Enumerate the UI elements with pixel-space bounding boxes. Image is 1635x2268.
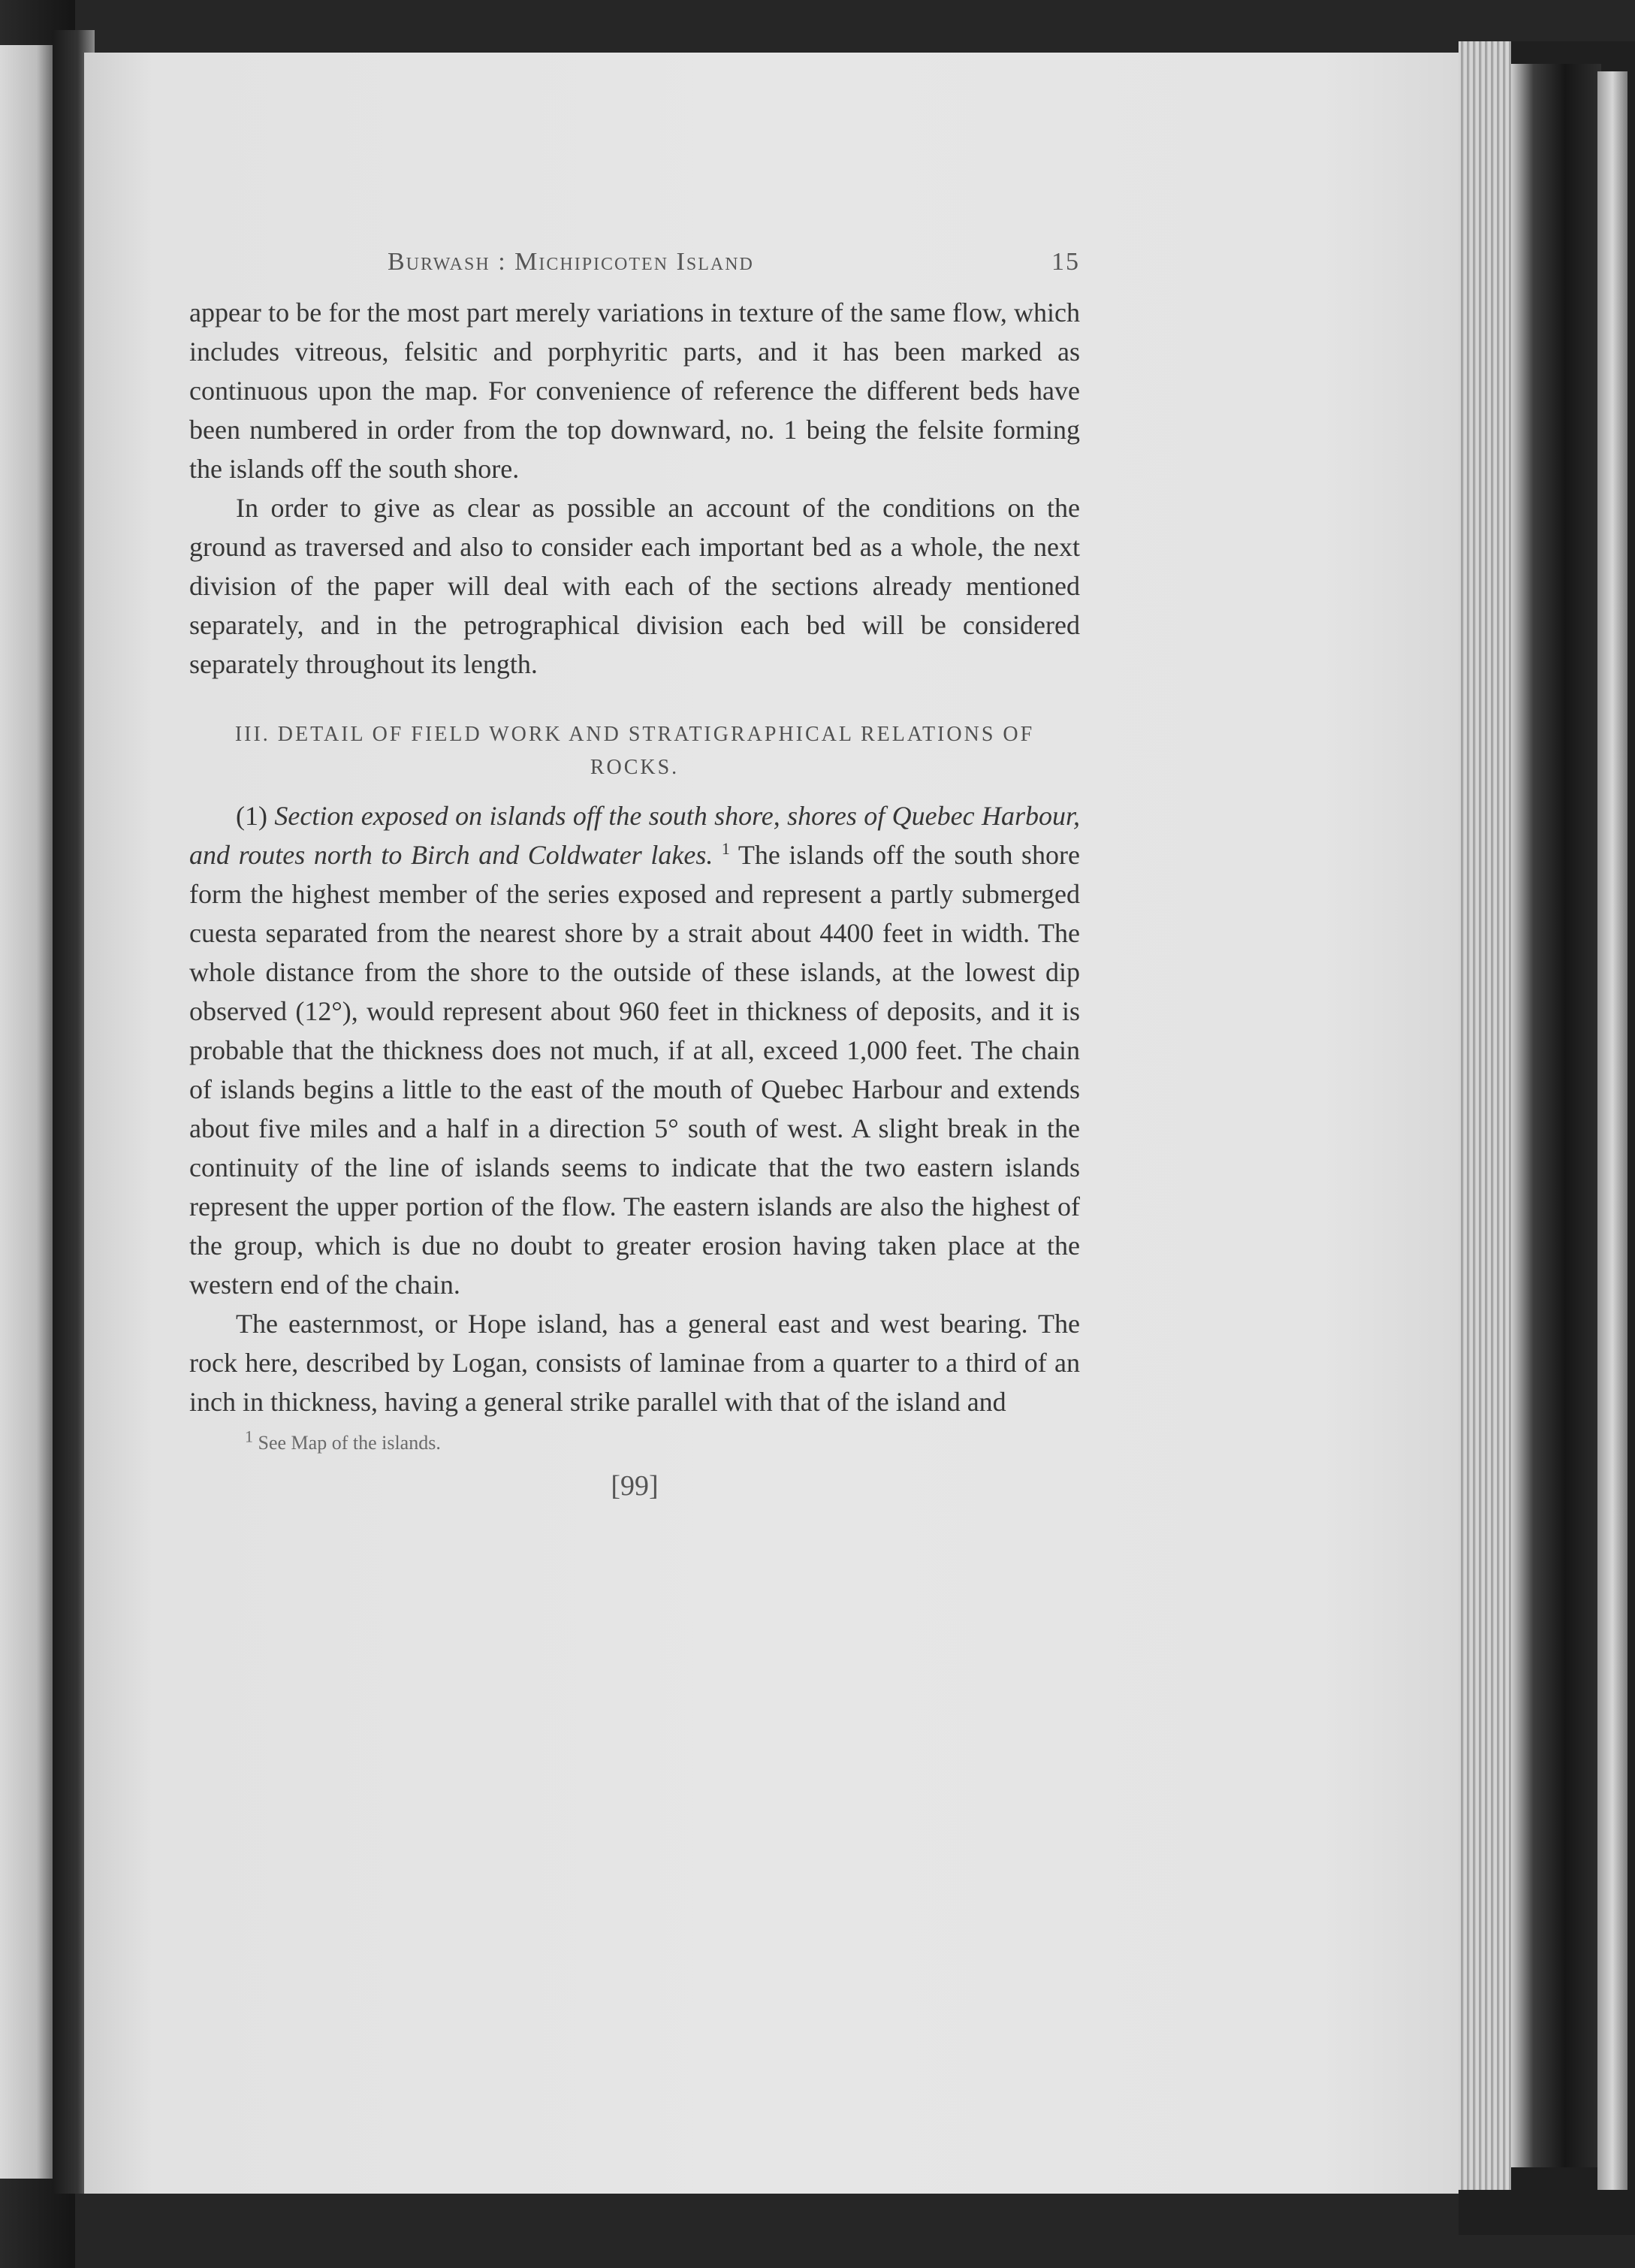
footnote-marker: 1: [721, 839, 730, 858]
running-head: [189, 248, 1080, 285]
footnote: [245, 1427, 1080, 1454]
stacked-sheets: [1459, 41, 1511, 2190]
paragraph-continued: appear to be for the most part merely variations in texture of the same flow, which includes vitreous, felsitic and porphyritic parts, and it has been marked as continuous upon the map. For convenience of reference the different beds have been numbered in order from the top downward, no. 1 being the felsite forming the islands off the south shore.: [189, 297, 1080, 484]
facing-page-sliver: [0, 45, 53, 2179]
footnote-text: See Map of the islands.: [258, 1432, 441, 1454]
paragraph: In order to give as clear as possible an account of the conditions on the ground as traversed and also to consider each important bed as a whole, the next division of the paper will deal with each of the sections already mentioned separately, and in the petrographical division each bed will be considered separately throughout its length.: [189, 493, 1080, 679]
footnote-number: 1: [245, 1427, 253, 1446]
outer-edge: [1597, 71, 1627, 2190]
subsection-text: The islands off the south shore form the highest member of the series exposed and represent a partly submerged cuesta separated from the nearest shore by a strait about 4400 feet in width. The whole distance from the shore to the outside of these islands, at the lowest dip observed (12°), would represent about 960 feet in thickness of deposits, and it is probable that the thickness does not much, if at all, exceed 1,000 feet. The chain of islands begins a little to the east of the mouth of Quebec Harbour and extends about five miles and a half in a direction 5° south of west. A slight break in the continuity of the line of islands seems to indicate that the two eastern islands represent the upper portion of the flow. The eastern islands are also the highest of the group, which is due no doubt to greater erosion having taken place at the western end of the chain.: [189, 840, 1081, 1300]
left-book-edge: [0, 0, 75, 2268]
subsection-number: (1): [236, 801, 267, 831]
page-stack-edge: [1459, 41, 1635, 2235]
folio-number: [99]: [611, 1470, 659, 1502]
page-number: 15: [1051, 248, 1080, 276]
body-text: [189, 293, 1080, 1421]
running-head-title: Burwash : Michipicoten Island: [388, 248, 754, 276]
paragraph: The easternmost, or Hope island, has a general east and west bearing. The rock here, described by Logan, consists of laminae from a quarter to a third of an inch in thickness, having a general strike parallel with that of the island and: [189, 1309, 1080, 1417]
dark-page-edges: [1511, 64, 1601, 2167]
text-column: [189, 248, 1080, 1502]
subsection-paragraph: [189, 796, 1080, 1304]
section-heading: III. DETAIL OF FIELD WORK AND STRATIGRAPHICAL RELATIONS OF ROCKS.: [234, 723, 1035, 779]
subsection-title: Section exposed on islands off the south shore, shores of Quebec Harbour, and routes north to Birch and Coldwater lakes.: [189, 801, 1080, 870]
